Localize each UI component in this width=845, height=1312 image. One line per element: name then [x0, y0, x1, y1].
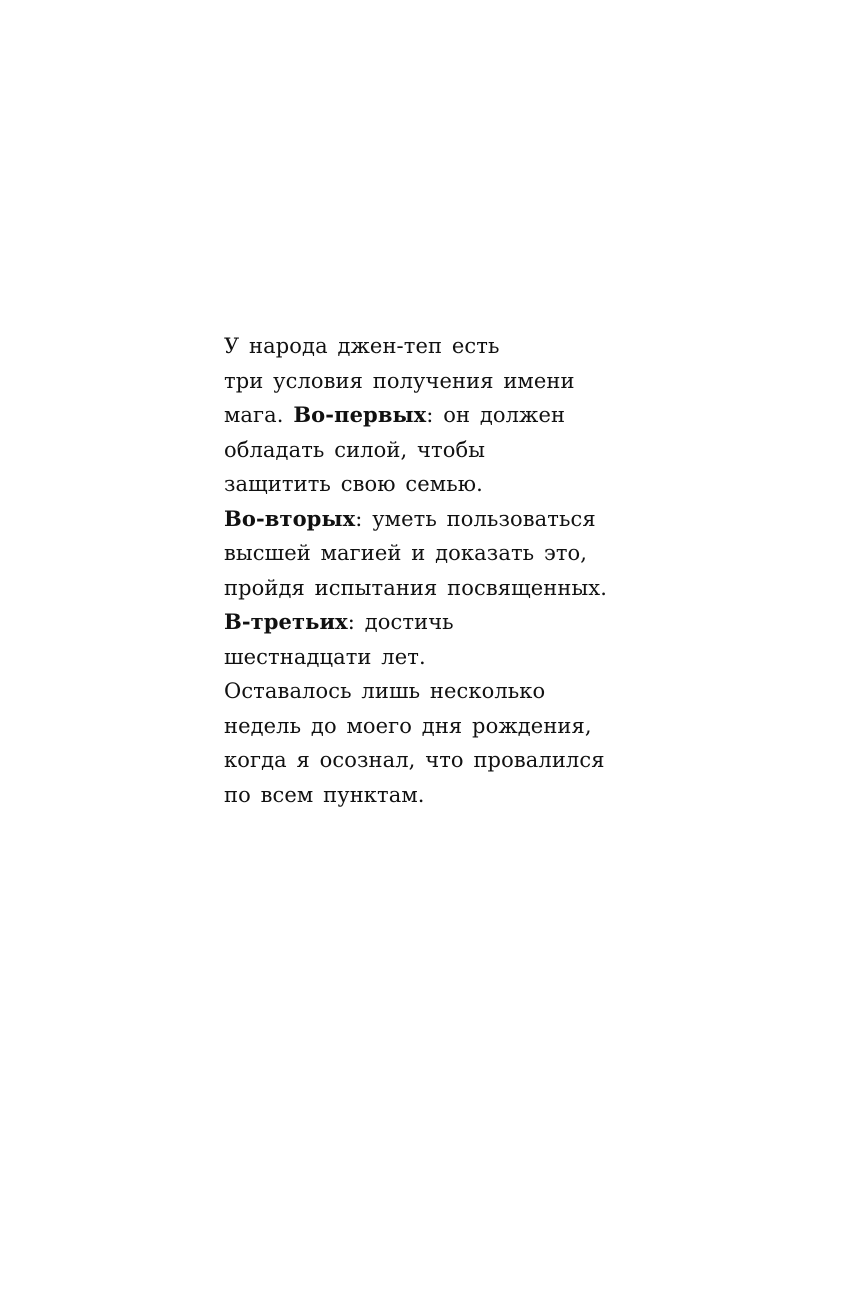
text-span: по всем пунктам. — [224, 782, 425, 807]
text-span: три условия получения имени — [224, 368, 575, 393]
text-line — [224, 536, 624, 571]
text-span: мага. — [224, 403, 294, 427]
text-line — [224, 502, 624, 537]
text-span: шестнадцати лет. — [224, 644, 426, 669]
text-span: когда я осознал, что провалился — [224, 748, 605, 772]
text-span: : он должен — [426, 403, 566, 427]
text-span: : уметь пользоваться — [355, 506, 596, 531]
text-line — [224, 364, 624, 399]
text-span: У народа джен-теп есть — [224, 334, 500, 358]
emphasis-first: Во-первых — [293, 402, 427, 427]
epigraph-text — [224, 329, 624, 812]
text-line — [224, 674, 624, 709]
text-span: высшей магией и доказать это, — [224, 541, 588, 565]
text-line — [224, 329, 624, 364]
text-line — [224, 433, 624, 468]
text-line — [224, 398, 624, 433]
text-span: : достичь — [347, 610, 454, 634]
text-span: недель до моего дня рождения, — [224, 713, 592, 738]
text-line — [224, 571, 624, 606]
emphasis-second: Во-вторых — [224, 505, 356, 531]
text-line — [224, 709, 624, 744]
text-span: защитить свою семью. — [224, 472, 483, 496]
emphasis-third: В-третьих — [224, 609, 348, 634]
text-span: обладать силой, чтобы — [224, 437, 486, 462]
text-span: Оставалось лишь несколько — [224, 679, 546, 703]
text-line — [224, 743, 624, 778]
text-line — [224, 778, 624, 813]
text-line — [224, 640, 624, 675]
text-line — [224, 467, 624, 502]
text-span: пройдя испытания посвященных. — [224, 575, 608, 600]
text-line — [224, 605, 624, 640]
